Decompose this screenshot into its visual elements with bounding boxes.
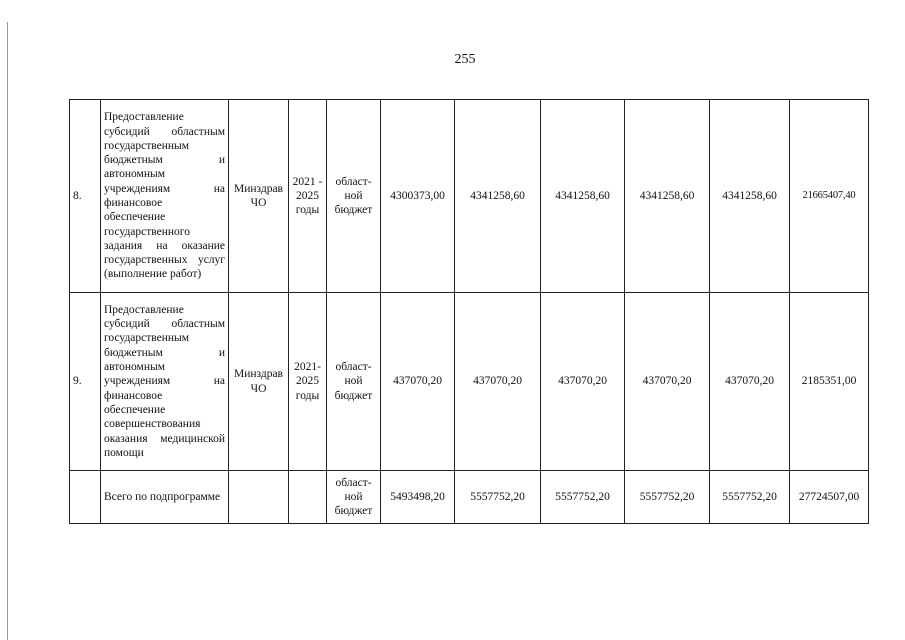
- table-row-total: [70, 471, 869, 524]
- total-amount-1: 5493498,20: [381, 471, 455, 524]
- row-funding-source: област-ной бюджет: [327, 293, 381, 471]
- row-title: Предоставление субсидий областным государственным бюджетным и автономным учреждениям на финансовое обеспечение совершенствования оказания медицинской помощи: [101, 293, 229, 471]
- row-amount-4: 437070,20: [625, 293, 710, 471]
- row-amount-1: 4300373,00: [381, 100, 455, 293]
- total-amount-total: 27724507,00: [790, 471, 869, 524]
- row-amount-5: 4341258,60: [710, 100, 790, 293]
- page-number: 255: [454, 52, 476, 67]
- row-period: 2021-2025 годы: [289, 293, 327, 471]
- row-amount-4: 4341258,60: [625, 100, 710, 293]
- row-amount-2: 437070,20: [455, 293, 541, 471]
- total-amount-2: 5557752,20: [455, 471, 541, 524]
- row-amount-1: 437070,20: [381, 293, 455, 471]
- budget-table: [69, 99, 869, 524]
- total-label: Всего по подпрограмме: [101, 471, 229, 524]
- row-amount-3: 4341258,60: [541, 100, 625, 293]
- row-funding-source: област-ной бюджет: [327, 100, 381, 293]
- total-amount-4: 5557752,20: [625, 471, 710, 524]
- table-row: [70, 100, 869, 293]
- total-amount-3: 5557752,20: [541, 471, 625, 524]
- row-number: 8.: [70, 100, 101, 293]
- row-number: 9.: [70, 293, 101, 471]
- total-amount-5: 5557752,20: [710, 471, 790, 524]
- row-amount-total: 2185351,00: [790, 293, 869, 471]
- row-amount-total: 21665407,40: [790, 100, 869, 293]
- total-number-cell: [70, 471, 101, 524]
- row-executor: Минздрав ЧО: [229, 100, 289, 293]
- row-amount-3: 437070,20: [541, 293, 625, 471]
- page-left-edge: [7, 22, 8, 640]
- row-title: Предоставление субсидий областным государственным бюджетным и автономным учреждениям на финансовое обеспечение государственного задания на оказание государственных услуг (выполнение работ): [101, 100, 229, 293]
- row-executor: Минздрав ЧО: [229, 293, 289, 471]
- row-amount-2: 4341258,60: [455, 100, 541, 293]
- total-funding-source: област-ной бюджет: [327, 471, 381, 524]
- table-row: [70, 293, 869, 471]
- row-period: 2021 - 2025 годы: [289, 100, 327, 293]
- total-executor-cell: [229, 471, 289, 524]
- total-period-cell: [289, 471, 327, 524]
- row-amount-5: 437070,20: [710, 293, 790, 471]
